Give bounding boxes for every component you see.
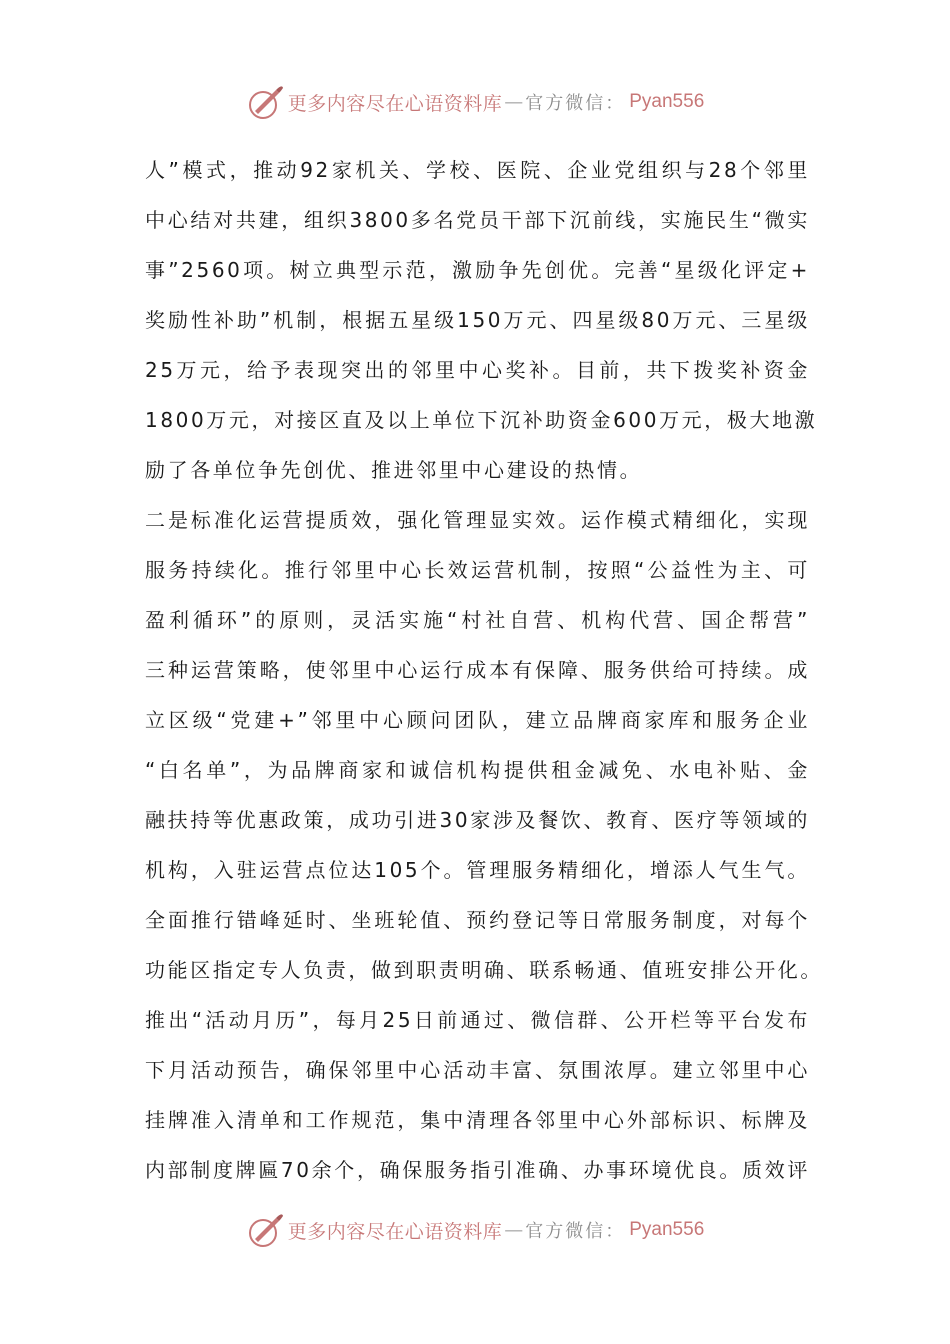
text-line: “白名单”，为品牌商家和诚信机构提供租金减免、水电补贴、金 [145, 758, 810, 782]
quill-logo-icon [246, 1210, 286, 1250]
text-line: 1800万元，对接区直及以上单位下沉补助资金600万元，极大地激 [145, 408, 818, 432]
header-banner [0, 82, 950, 122]
text-line: 融扶持等优惠政策，成功引进30家涉及餐饮、教育、医疗等领域的 [145, 808, 810, 832]
footer-banner [0, 1210, 950, 1250]
text-line: 服务持续化。推行邻里中心长效运营机制，按照“公益性为主、可 [145, 558, 810, 582]
document-body [145, 145, 823, 1195]
wechat-label: 官方微信： [525, 1221, 626, 1242]
wechat-id: Pyan556 [629, 1219, 705, 1240]
brand-text: 更多内容尽在心语资料库 [287, 92, 503, 115]
text-line: 立区级“党建+”邻里中心顾问团队，建立品牌商家库和服务企业 [145, 708, 810, 732]
text-line: 下月活动预告，确保邻里中心活动丰富、氛围浓厚。建立邻里中心 [145, 1058, 810, 1082]
banner-dash: — [504, 91, 524, 113]
text-line: 事”2560项。树立典型示范，激励争先创优。完善“星级化评定+ [145, 258, 810, 282]
text-line: 机构，入驻运营点位达105个。管理服务精细化，增添人气生气。 [145, 858, 810, 882]
wechat-label: 官方微信： [525, 93, 626, 114]
text-line: 全面推行错峰延时、坐班轮值、预约登记等日常服务制度，对每个 [145, 908, 810, 932]
text-line: 25万元，给予表现突出的邻里中心奖补。目前，共下拨奖补资金 [145, 358, 810, 382]
text-line: 三种运营策略，使邻里中心运行成本有保障、服务供给可持续。成 [145, 658, 810, 682]
text-line: 推出“活动月历”，每月25日前通过、微信群、公开栏等平台发布 [145, 1008, 810, 1032]
text-line: 二是标准化运营提质效，强化管理显实效。运作模式精细化，实现 [145, 508, 810, 532]
text-line: 中心结对共建，组织3800多名党员干部下沉前线，实施民生“微实 [145, 208, 810, 232]
text-line: 奖励性补助”机制，根据五星级150万元、四星级80万元、三星级 [145, 308, 810, 332]
brand-text: 更多内容尽在心语资料库 [287, 1220, 503, 1243]
text-line: 人”模式，推动92家机关、学校、医院、企业党组织与28个邻里 [145, 158, 810, 182]
text-line: 内部制度牌匾70余个，确保服务指引准确、办事环境优良。质效评 [145, 1158, 810, 1182]
wechat-id: Pyan556 [629, 91, 705, 112]
text-line: 励了各单位争先创优、推进邻里中心建设的热情。 [145, 458, 643, 482]
quill-logo-icon [246, 82, 286, 122]
banner-dash: — [504, 1219, 524, 1241]
text-line: 挂牌准入清单和工作规范，集中清理各邻里中心外部标识、标牌及 [145, 1108, 810, 1132]
text-line: 盈利循环”的原则，灵活实施“村社自营、机构代营、国企帮营” [145, 608, 810, 632]
text-line: 功能区指定专人负责，做到职责明确、联系畅通、值班安排公开化。 [145, 958, 823, 982]
